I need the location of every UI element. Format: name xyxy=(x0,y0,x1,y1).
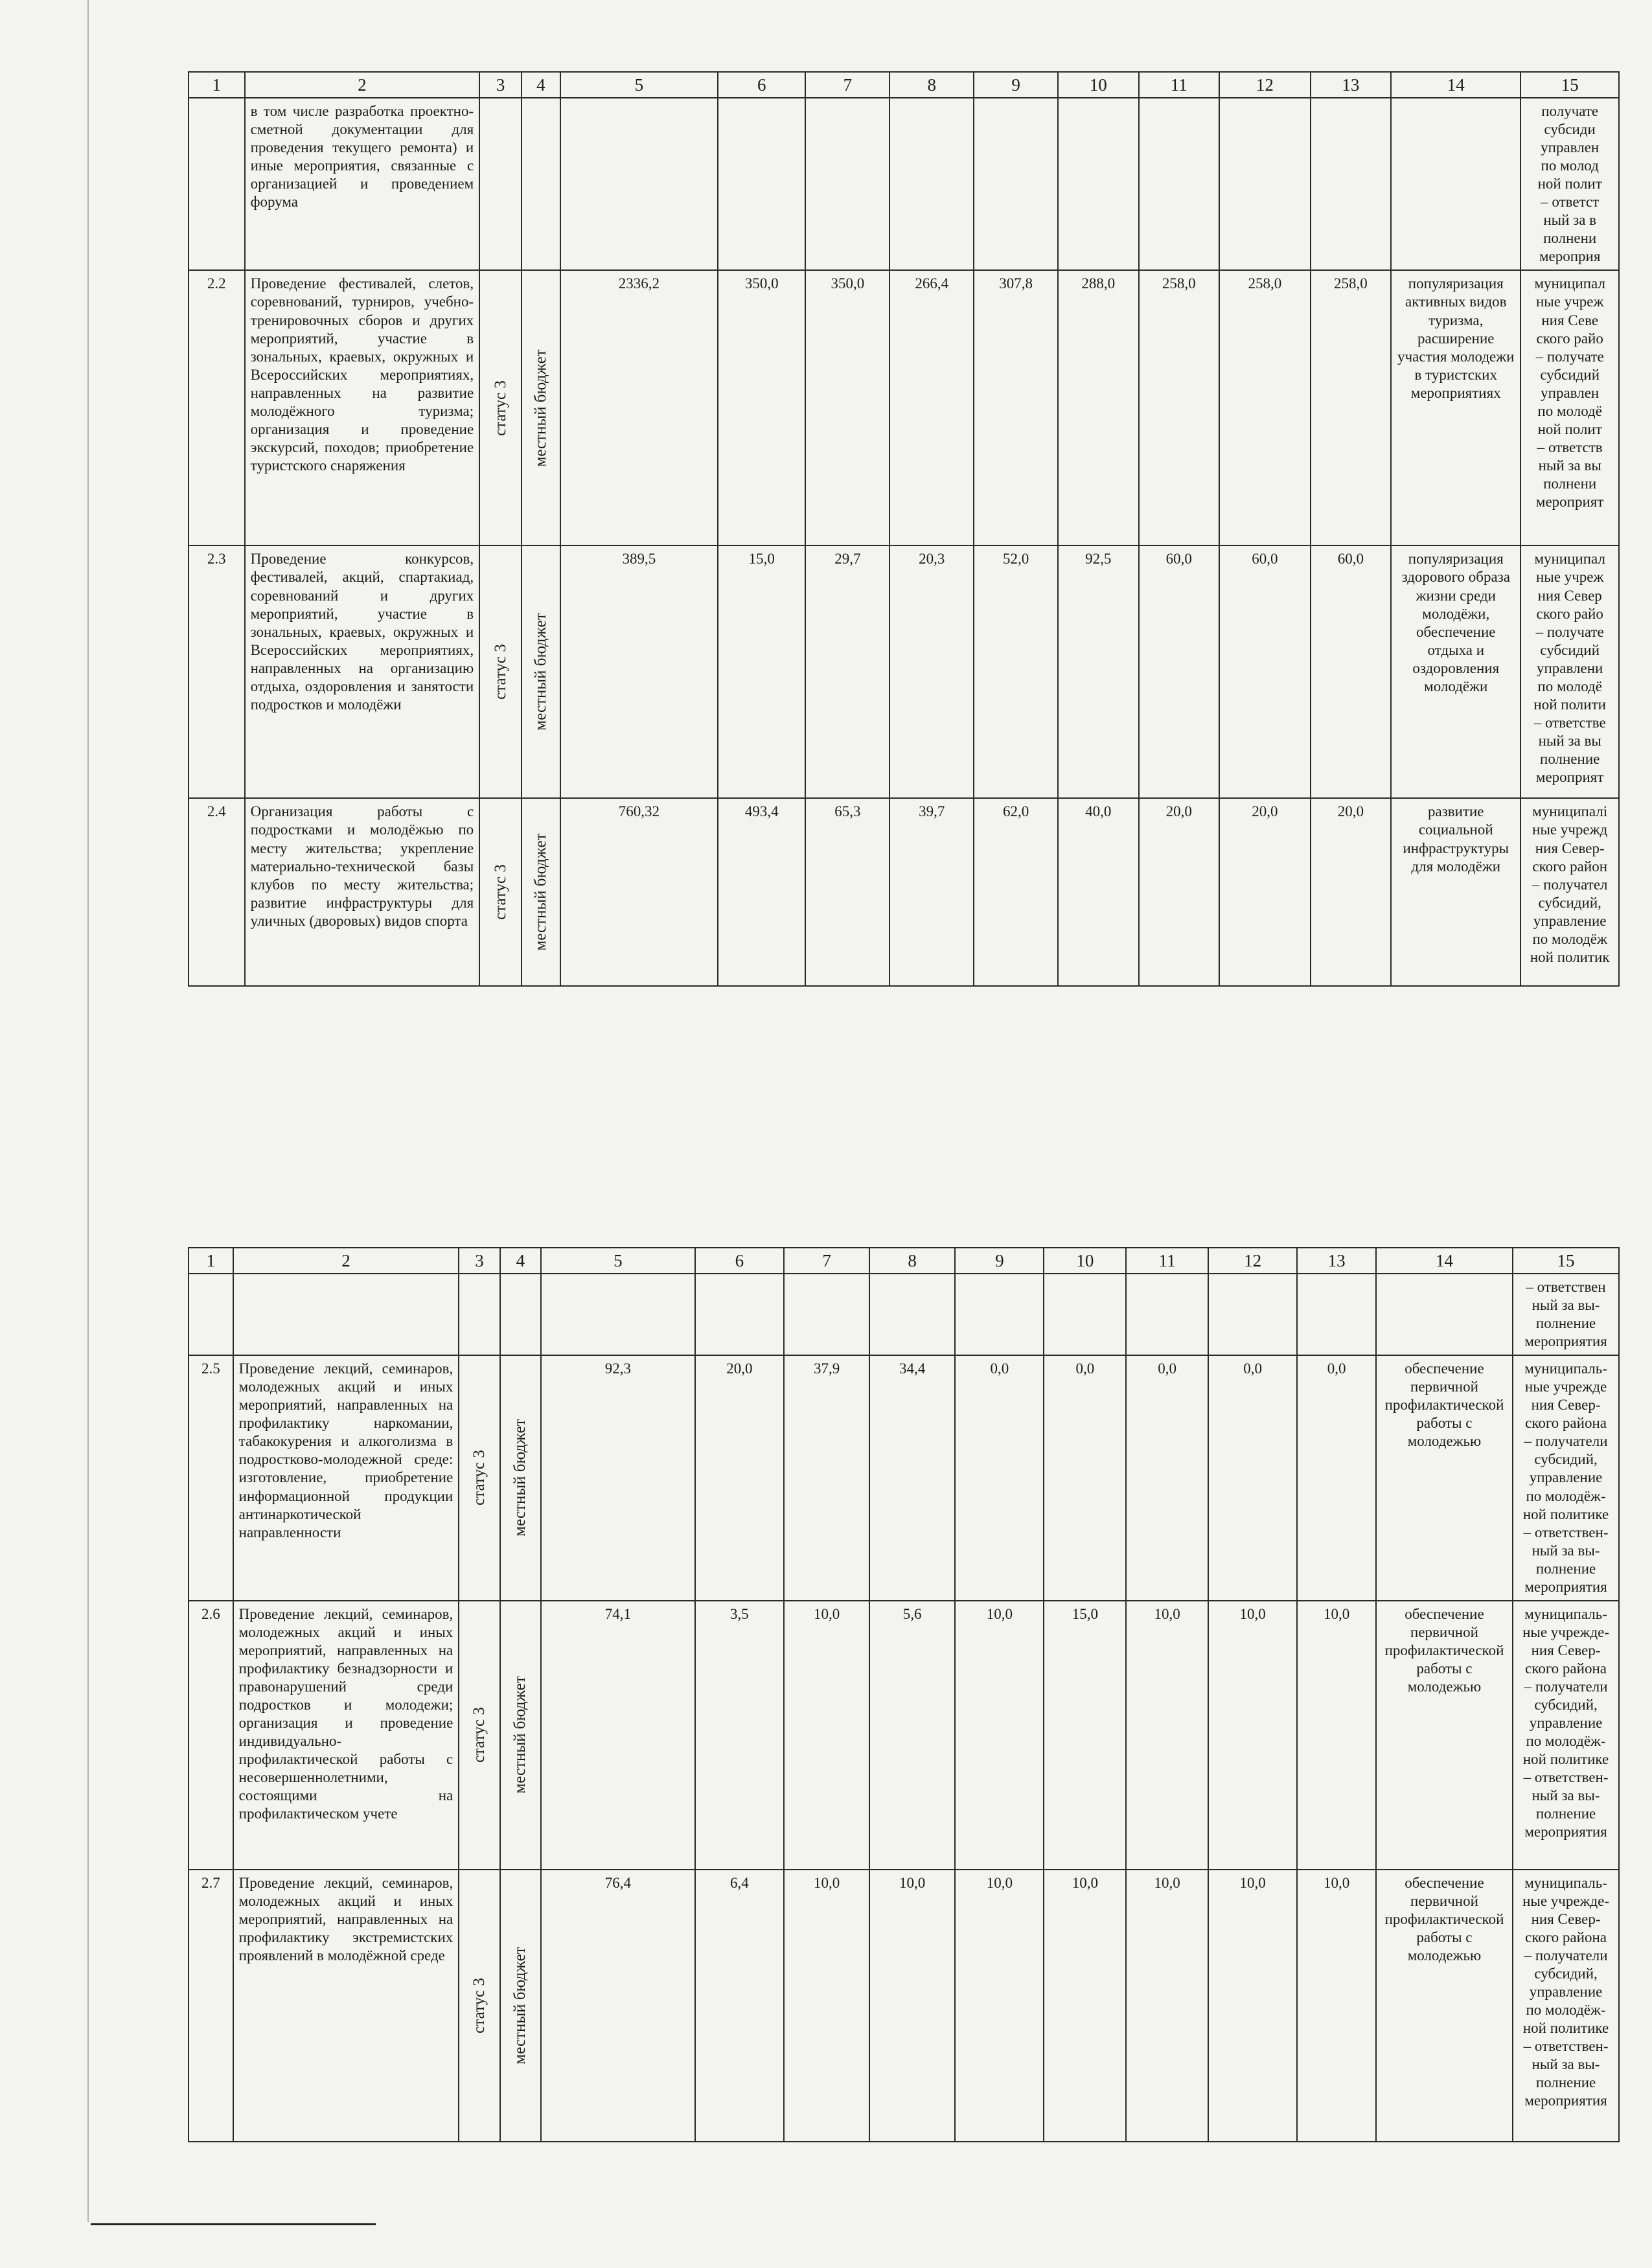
value-year xyxy=(784,1274,869,1355)
responsible-party: – ответствен ный за вы- полнение мероприятия xyxy=(1513,1274,1619,1355)
table-row xyxy=(189,98,1619,270)
value-total: 2336,2 xyxy=(560,270,718,545)
responsible-party: муниципаль- ные учрежде- ния Север- ского района – получатели субсидий, управление по молодёж- ной политике – ответствен- ный за вы- полнение мероприятия xyxy=(1513,1601,1619,1870)
status-cell xyxy=(479,798,522,986)
value-year: 20,3 xyxy=(889,545,974,798)
activity-name: Организация работы с подростками и молодёжью по месту жительства; укрепление материально-технической базы клубов по месту жительства; развитие инфраструктуры для уличных (дворовых) видов спорта xyxy=(245,798,480,986)
value-year: 10,0 xyxy=(1126,1870,1208,2142)
col-header: 15 xyxy=(1513,1248,1619,1274)
table-row xyxy=(189,1355,1619,1601)
value-year: 10,0 xyxy=(1297,1601,1375,1870)
value-year: 10,0 xyxy=(955,1601,1044,1870)
value-year xyxy=(955,1274,1044,1355)
funding-source: местный бюджет xyxy=(531,349,549,467)
value-year: 0,0 xyxy=(1297,1355,1375,1601)
value-year: 10,0 xyxy=(955,1870,1044,2142)
col-header: 1 xyxy=(189,72,245,98)
col-header: 5 xyxy=(560,72,718,98)
col-header: 15 xyxy=(1520,72,1619,98)
value-year: 37,9 xyxy=(784,1355,869,1601)
value-total: 74,1 xyxy=(541,1601,695,1870)
col-header: 14 xyxy=(1376,1248,1513,1274)
source-cell xyxy=(500,1870,541,2142)
value-year: 5,6 xyxy=(869,1601,955,1870)
status-cell xyxy=(479,270,522,545)
status-cell xyxy=(459,1870,499,2142)
table-row xyxy=(189,798,1619,986)
col-header: 12 xyxy=(1208,1248,1297,1274)
col-header: 10 xyxy=(1058,72,1138,98)
value-year xyxy=(1208,1274,1297,1355)
status-cell xyxy=(459,1274,499,1355)
col-header: 2 xyxy=(245,72,480,98)
value-year: 493,4 xyxy=(718,798,805,986)
value-year: 62,0 xyxy=(974,798,1058,986)
value-year: 307,8 xyxy=(974,270,1058,545)
col-header: 4 xyxy=(500,1248,541,1274)
col-header: 7 xyxy=(784,1248,869,1274)
value-year: 6,4 xyxy=(695,1870,784,2142)
value-year xyxy=(1044,1274,1126,1355)
table-bottom xyxy=(188,1247,1620,2142)
expected-result: обеспечение первичной профилактической работы с молодежью xyxy=(1376,1601,1513,1870)
value-total: 760,32 xyxy=(560,798,718,986)
value-year: 34,4 xyxy=(869,1355,955,1601)
col-header: 5 xyxy=(541,1248,695,1274)
col-header: 6 xyxy=(718,72,805,98)
value-year: 258,0 xyxy=(1219,270,1311,545)
expected-result: популяризация активных видов туризма, расширение участия молодежи в туристских мероприятиях xyxy=(1391,270,1520,545)
row-number: 2.6 xyxy=(189,1601,233,1870)
funding-source: местный бюджет xyxy=(531,833,549,952)
value-year: 60,0 xyxy=(1139,545,1219,798)
table-top xyxy=(188,71,1620,987)
expected-result: обеспечение первичной профилактической работы с молодежью xyxy=(1376,1870,1513,2142)
value-year: 20,0 xyxy=(695,1355,784,1601)
value-year: 39,7 xyxy=(889,798,974,986)
row-number xyxy=(189,98,245,270)
value-year: 350,0 xyxy=(718,270,805,545)
row-number: 2.7 xyxy=(189,1870,233,2142)
col-header: 1 xyxy=(189,1248,233,1274)
value-total: 76,4 xyxy=(541,1870,695,2142)
status-label: статус 3 xyxy=(491,644,509,700)
value-year: 258,0 xyxy=(1139,270,1219,545)
table-row xyxy=(189,270,1619,545)
footnote-rule xyxy=(91,2223,376,2225)
activity-name: Проведение конкурсов, фестивалей, акций, спартакиад, соревнований и других мероприятий, участие в зональных, краевых, окружных и Всероссийских мероприятиях, направленных на организацию отдыха, оздоровления и занятости подростков и молодёжи xyxy=(245,545,480,798)
activity-name: Проведение лекций, семинаров, молодежных акций и иных мероприятий, направленных на профилактику безнадзорности и правонарушений среди подростков и молодежи; организация и проведение индивидуально-профилактической работы с несовершеннолетними, состоящими на профилактическом учете xyxy=(233,1601,459,1870)
value-year: 29,7 xyxy=(805,545,889,798)
value-year: 20,0 xyxy=(1311,798,1391,986)
row-number xyxy=(189,1274,233,1355)
source-cell xyxy=(522,270,560,545)
value-year: 20,0 xyxy=(1139,798,1219,986)
value-year xyxy=(718,98,805,270)
activity-name xyxy=(233,1274,459,1355)
value-total xyxy=(541,1274,695,1355)
col-header: 4 xyxy=(522,72,560,98)
col-header: 9 xyxy=(974,72,1058,98)
value-year: 52,0 xyxy=(974,545,1058,798)
value-year: 20,0 xyxy=(1219,798,1311,986)
funding-source: местный бюджет xyxy=(511,1676,529,1794)
value-year: 15,0 xyxy=(718,545,805,798)
responsible-party: муниципалі ные учрежд ния Север- ского район – получател субсидий, управление по молодёж ной политик xyxy=(1520,798,1619,986)
status-cell xyxy=(479,98,522,270)
value-year: 0,0 xyxy=(1208,1355,1297,1601)
value-year: 10,0 xyxy=(1126,1601,1208,1870)
col-header: 12 xyxy=(1219,72,1311,98)
source-cell xyxy=(522,98,560,270)
source-cell xyxy=(522,798,560,986)
value-year xyxy=(1126,1274,1208,1355)
row-number: 2.2 xyxy=(189,270,245,545)
value-year xyxy=(1297,1274,1375,1355)
col-header: 11 xyxy=(1139,72,1219,98)
value-year: 10,0 xyxy=(1208,1870,1297,2142)
expected-result: популяризация здорового образа жизни среди молодёжи, обеспечение отдыха и оздоровления молодёжи xyxy=(1391,545,1520,798)
col-header: 10 xyxy=(1044,1248,1126,1274)
table-row xyxy=(189,1601,1619,1870)
source-cell xyxy=(500,1274,541,1355)
status-label: статус 3 xyxy=(470,1450,488,1506)
value-year xyxy=(1058,98,1138,270)
value-year: 0,0 xyxy=(1044,1355,1126,1601)
header-row xyxy=(189,1248,1619,1274)
value-year: 10,0 xyxy=(1044,1870,1126,2142)
col-header: 3 xyxy=(459,1248,499,1274)
funding-source: местный бюджет xyxy=(511,1419,529,1537)
value-total: 389,5 xyxy=(560,545,718,798)
status-label: статус 3 xyxy=(470,1707,488,1763)
col-header: 7 xyxy=(805,72,889,98)
responsible-party: муниципаль- ные учрежде- ния Север- ского района – получатели субсидий, управление по молодёж- ной политике – ответствен- ный за вы- полнение мероприятия xyxy=(1513,1870,1619,2142)
activity-name: в том числе разработка проектно-сметной документации для проведения текущего ремонта) и иные мероприятия, связанные с организацией и проведением форума xyxy=(245,98,480,270)
value-year: 92,5 xyxy=(1058,545,1138,798)
status-label: статус 3 xyxy=(491,864,509,921)
value-year: 40,0 xyxy=(1058,798,1138,986)
value-year: 258,0 xyxy=(1311,270,1391,545)
col-header: 6 xyxy=(695,1248,784,1274)
activity-name: Проведение лекций, семинаров, молодежных акций и иных мероприятий, направленных на профилактику экстремистских проявлений в молодёжной среде xyxy=(233,1870,459,2142)
responsible-party: муниципаль- ные учрежде ния Север- ского района – получатели субсидий, управление по молодёж- ной политике – ответствен- ный за вы- полнение мероприятия xyxy=(1513,1355,1619,1601)
value-year: 10,0 xyxy=(784,1870,869,2142)
col-header: 2 xyxy=(233,1248,459,1274)
row-number: 2.3 xyxy=(189,545,245,798)
activity-name: Проведение лекций, семинаров, молодежных акций и иных мероприятий, направленных на профилактику наркомании, табакокурения и алкоголизма в подростково-молодежной среде: изготовление, приобретение информационной продукции антинаркотической направленности xyxy=(233,1355,459,1601)
status-label: статус 3 xyxy=(491,380,509,436)
value-year: 10,0 xyxy=(869,1870,955,2142)
value-year xyxy=(889,98,974,270)
value-year: 10,0 xyxy=(1297,1870,1375,2142)
row-number: 2.4 xyxy=(189,798,245,986)
value-year: 60,0 xyxy=(1311,545,1391,798)
col-header: 3 xyxy=(479,72,522,98)
col-header: 13 xyxy=(1311,72,1391,98)
responsible-party: муниципал ные учреж ния Севе ского райо – получате субсидий управлен по молодё ной полит – ответств ный за вы полнени мероприят xyxy=(1520,270,1619,545)
value-total: 92,3 xyxy=(541,1355,695,1601)
activity-name: Проведение фестивалей, слетов, соревнований, турниров, учебно-тренировочных сборов и других мероприятий, участие в зональных, краевых, окружных и Всероссийских мероприятиях, направленных на развитие молодёжного туризма; организация и проведение экскурсий, походов; приобретение туристского снаряжения xyxy=(245,270,480,545)
funding-source: местный бюджет xyxy=(531,613,549,731)
status-cell xyxy=(459,1601,499,1870)
value-year xyxy=(1311,98,1391,270)
value-year: 60,0 xyxy=(1219,545,1311,798)
value-year xyxy=(1219,98,1311,270)
expected-result xyxy=(1391,98,1520,270)
value-year xyxy=(869,1274,955,1355)
funding-source: местный бюджет xyxy=(511,1947,529,2065)
value-year: 10,0 xyxy=(784,1601,869,1870)
source-cell xyxy=(500,1355,541,1601)
status-label: статус 3 xyxy=(470,1977,488,2033)
table-row xyxy=(189,545,1619,798)
expected-result: обеспечение первичной профилактической работы с молодежью xyxy=(1376,1355,1513,1601)
left-margin-line xyxy=(87,0,89,2222)
table-row xyxy=(189,1274,1619,1355)
value-year: 350,0 xyxy=(805,270,889,545)
responsible-party: получате субсиди управлен по молод ной полит – ответст ный за в полнени мероприя xyxy=(1520,98,1619,270)
col-header: 11 xyxy=(1126,1248,1208,1274)
status-cell xyxy=(459,1355,499,1601)
value-year: 3,5 xyxy=(695,1601,784,1870)
value-year xyxy=(974,98,1058,270)
status-cell xyxy=(479,545,522,798)
col-header: 8 xyxy=(869,1248,955,1274)
header-row xyxy=(189,72,1619,98)
value-year: 0,0 xyxy=(955,1355,1044,1601)
responsible-party: муниципал ные учреж ния Север ского райо – получате субсидий управлени по молодё ной полити – ответстве ный за вы полнение мероприят xyxy=(1520,545,1619,798)
value-year: 266,4 xyxy=(889,270,974,545)
col-header: 13 xyxy=(1297,1248,1375,1274)
value-year: 288,0 xyxy=(1058,270,1138,545)
col-header: 9 xyxy=(955,1248,1044,1274)
value-year xyxy=(1139,98,1219,270)
value-year xyxy=(695,1274,784,1355)
value-year: 10,0 xyxy=(1208,1601,1297,1870)
expected-result: развитие социальной инфраструктуры для молодёжи xyxy=(1391,798,1520,986)
value-year: 65,3 xyxy=(805,798,889,986)
value-year: 15,0 xyxy=(1044,1601,1126,1870)
value-total xyxy=(560,98,718,270)
col-header: 8 xyxy=(889,72,974,98)
row-number: 2.5 xyxy=(189,1355,233,1601)
source-cell xyxy=(522,545,560,798)
table-row xyxy=(189,1870,1619,2142)
expected-result xyxy=(1376,1274,1513,1355)
col-header: 14 xyxy=(1391,72,1520,98)
source-cell xyxy=(500,1601,541,1870)
value-year xyxy=(805,98,889,270)
value-year: 0,0 xyxy=(1126,1355,1208,1601)
